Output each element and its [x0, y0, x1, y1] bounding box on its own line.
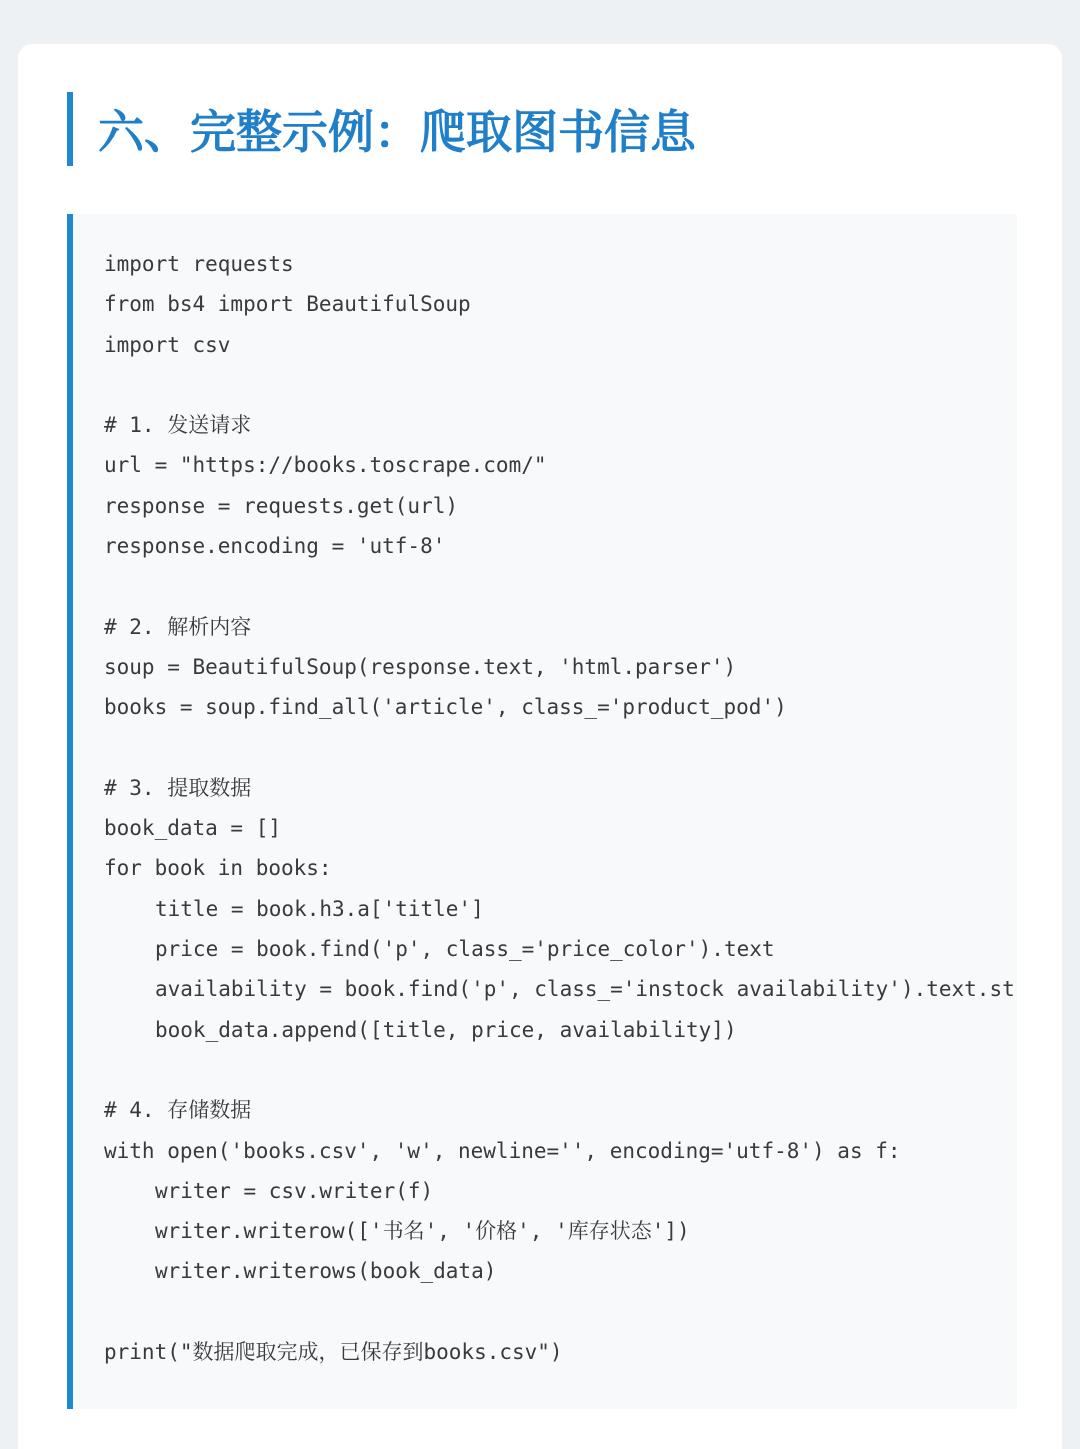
code-line: price = book.find('p', class_='price_color').text [155, 937, 775, 962]
code-blank-line [104, 1292, 1017, 1332]
code-lines [104, 244, 1017, 1372]
code-line: url = "https://books.toscrape.com/" [104, 453, 547, 478]
article-card [18, 44, 1062, 1449]
code-line: # 4. 存储数据 [104, 1098, 252, 1123]
code-blank-line [104, 365, 1017, 405]
code-accent-bar [67, 214, 73, 1409]
code-line: book_data = [] [104, 816, 282, 841]
code-line: print("数据爬取完成，已保存到books.csv") [104, 1340, 563, 1365]
code-blank-line [104, 728, 1017, 768]
code-block [67, 214, 1017, 1409]
section-title: 六、完整示例：爬取图书信息 [98, 105, 696, 159]
code-line: # 2. 解析内容 [104, 614, 252, 639]
code-line: import requests [104, 252, 294, 276]
code-line: availability = book.find('p', class_='instock availability').text.st [155, 977, 1015, 1002]
code-line: with open('books.csv', 'w', newline='', encoding='utf-8') as f: [104, 1138, 901, 1163]
section-heading [67, 92, 696, 166]
code-line: response = requests.get(url) [104, 493, 459, 518]
code-blank-line [104, 566, 1017, 606]
code-line: # 1. 发送请求 [104, 413, 252, 438]
code-line: writer.writerow(['书名', '价格', '库存状态']) [155, 1219, 690, 1244]
code-line: from bs4 import BeautifulSoup [104, 292, 471, 317]
code-line: soup = BeautifulSoup(response.text, 'html.parser') [104, 654, 737, 679]
code-line: response.encoding = 'utf-8' [104, 534, 446, 559]
code-line: for book in books: [104, 856, 332, 881]
code-line: title = book.h3.a['title'] [155, 896, 484, 921]
code-line: book_data.append([title, price, availability]) [155, 1017, 737, 1042]
code-line: writer.writerows(book_data) [155, 1259, 497, 1284]
heading-accent-bar [67, 92, 73, 166]
code-line: import csv [104, 332, 231, 357]
code-line: books = soup.find_all('article', class_='product_pod') [104, 695, 787, 720]
code-line: # 3. 提取数据 [104, 775, 252, 800]
code-blank-line [104, 1050, 1017, 1090]
code-line: writer = csv.writer(f) [155, 1178, 434, 1203]
